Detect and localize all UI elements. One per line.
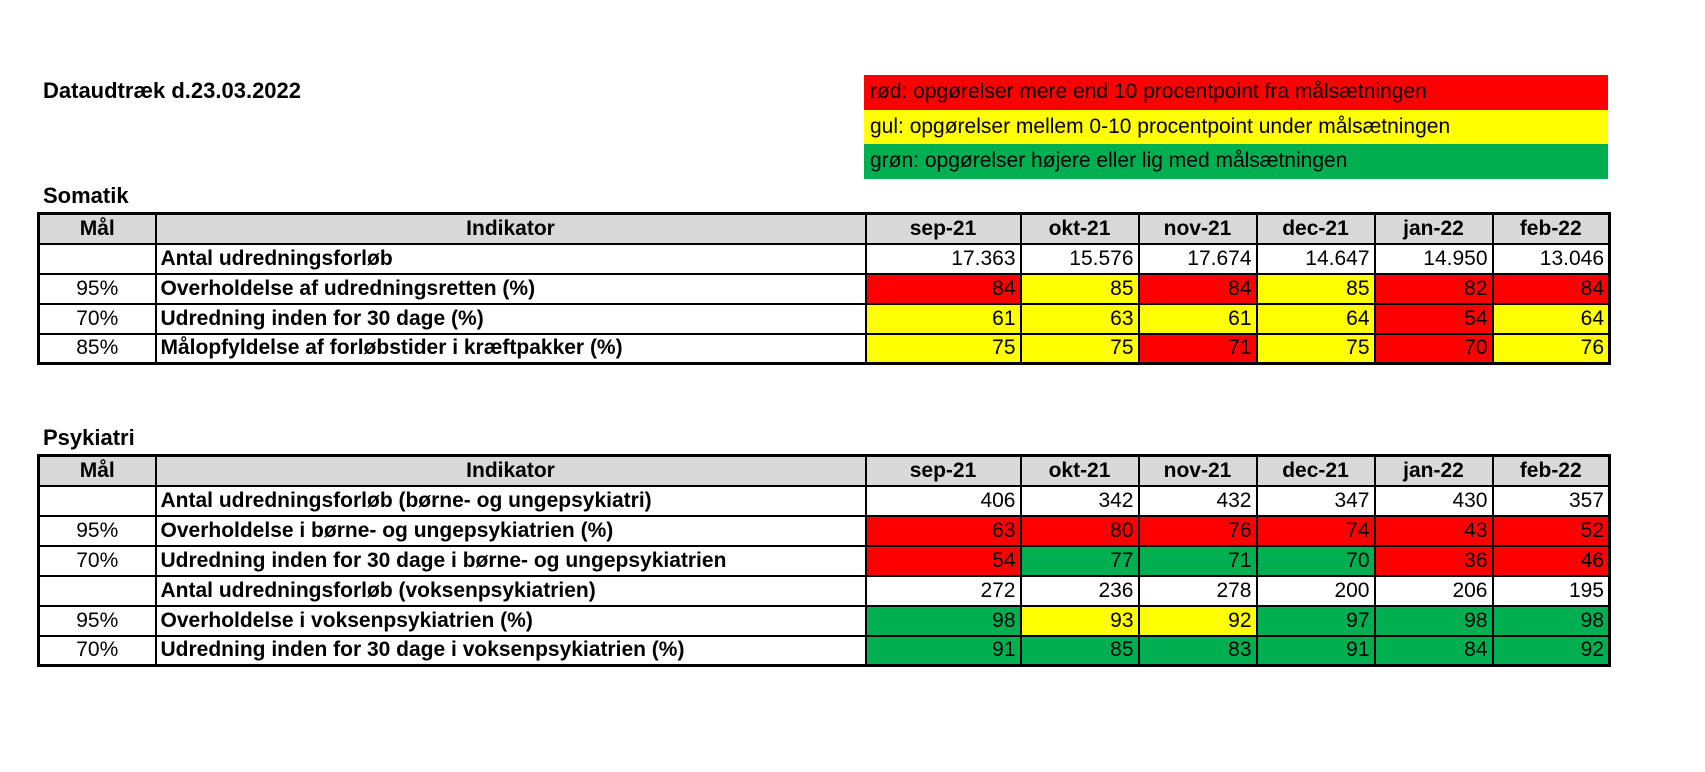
value-cell: 15.576 bbox=[1021, 244, 1139, 274]
value-cell: 80 bbox=[1021, 516, 1139, 546]
table-row bbox=[39, 576, 1610, 606]
header-month: feb-22 bbox=[1493, 214, 1610, 244]
indicator-cell: Overholdelse i voksenpsykiatrien (%) bbox=[156, 606, 866, 636]
value-cell: 85 bbox=[1257, 274, 1375, 304]
value-cell: 75 bbox=[866, 334, 1021, 364]
header-indicator: Indikator bbox=[156, 456, 866, 486]
value-cell: 98 bbox=[1493, 606, 1610, 636]
value-cell: 70 bbox=[1375, 334, 1493, 364]
value-cell: 76 bbox=[1139, 516, 1257, 546]
header-month: okt-21 bbox=[1021, 214, 1139, 244]
header-month: nov-21 bbox=[1139, 456, 1257, 486]
header-goal: Mål bbox=[39, 456, 156, 486]
goal-cell: 70% bbox=[39, 304, 156, 334]
header-row bbox=[39, 456, 1610, 486]
header-month: sep-21 bbox=[866, 214, 1021, 244]
value-cell: 84 bbox=[866, 274, 1021, 304]
value-cell: 82 bbox=[1375, 274, 1493, 304]
value-cell: 91 bbox=[866, 636, 1021, 666]
value-cell: 75 bbox=[1021, 334, 1139, 364]
value-cell: 54 bbox=[1375, 304, 1493, 334]
value-cell: 14.950 bbox=[1375, 244, 1493, 274]
header-month: jan-22 bbox=[1375, 214, 1493, 244]
value-cell: 13.046 bbox=[1493, 244, 1610, 274]
value-cell: 272 bbox=[866, 576, 1021, 606]
table-row bbox=[39, 244, 1610, 274]
value-cell: 97 bbox=[1257, 606, 1375, 636]
value-cell: 347 bbox=[1257, 486, 1375, 516]
header-month: dec-21 bbox=[1257, 456, 1375, 486]
value-cell: 357 bbox=[1493, 486, 1610, 516]
value-cell: 70 bbox=[1257, 546, 1375, 576]
goal-cell: 70% bbox=[39, 546, 156, 576]
value-cell: 92 bbox=[1493, 636, 1610, 666]
value-cell: 236 bbox=[1021, 576, 1139, 606]
value-cell: 46 bbox=[1493, 546, 1610, 576]
value-cell: 76 bbox=[1493, 334, 1610, 364]
header-row bbox=[39, 214, 1610, 244]
goal-cell: 70% bbox=[39, 636, 156, 666]
goal-cell bbox=[39, 486, 156, 516]
value-cell: 74 bbox=[1257, 516, 1375, 546]
indicator-cell: Målopfyldelse af forløbstider i kræftpakker (%) bbox=[156, 334, 866, 364]
legend-red: rød: opgørelser mere end 10 procentpoint fra målsætningen bbox=[864, 75, 1608, 110]
value-cell: 406 bbox=[866, 486, 1021, 516]
value-cell: 83 bbox=[1139, 636, 1257, 666]
value-cell: 195 bbox=[1493, 576, 1610, 606]
value-cell: 93 bbox=[1021, 606, 1139, 636]
goal-cell bbox=[39, 576, 156, 606]
table-row bbox=[39, 274, 1610, 304]
value-cell: 36 bbox=[1375, 546, 1493, 576]
section-title-somatik: Somatik bbox=[43, 183, 129, 208]
value-cell: 432 bbox=[1139, 486, 1257, 516]
indicator-cell: Udredning inden for 30 dage (%) bbox=[156, 304, 866, 334]
value-cell: 92 bbox=[1139, 606, 1257, 636]
header-month: okt-21 bbox=[1021, 456, 1139, 486]
value-cell: 430 bbox=[1375, 486, 1493, 516]
table-row bbox=[39, 334, 1610, 364]
table-row bbox=[39, 516, 1610, 546]
value-cell: 342 bbox=[1021, 486, 1139, 516]
value-cell: 91 bbox=[1257, 636, 1375, 666]
header-indicator: Indikator bbox=[156, 214, 866, 244]
value-cell: 85 bbox=[1021, 636, 1139, 666]
value-cell: 63 bbox=[866, 516, 1021, 546]
goal-cell: 85% bbox=[39, 334, 156, 364]
indicator-cell: Udredning inden for 30 dage i børne- og ungepsykiatrien bbox=[156, 546, 866, 576]
goal-cell bbox=[39, 244, 156, 274]
header-month: dec-21 bbox=[1257, 214, 1375, 244]
value-cell: 98 bbox=[866, 606, 1021, 636]
value-cell: 14.647 bbox=[1257, 244, 1375, 274]
value-cell: 64 bbox=[1257, 304, 1375, 334]
value-cell: 71 bbox=[1139, 334, 1257, 364]
table-row bbox=[39, 606, 1610, 636]
value-cell: 84 bbox=[1375, 636, 1493, 666]
value-cell: 17.674 bbox=[1139, 244, 1257, 274]
page-title: Dataudtræk d.23.03.2022 bbox=[43, 78, 302, 103]
indicator-cell: Antal udredningsforløb (voksenpsykiatrien) bbox=[156, 576, 866, 606]
legend-green: grøn: opgørelser højere eller lig med målsætningen bbox=[864, 144, 1608, 179]
value-cell: 200 bbox=[1257, 576, 1375, 606]
value-cell: 278 bbox=[1139, 576, 1257, 606]
header-month: nov-21 bbox=[1139, 214, 1257, 244]
indicator-cell: Antal udredningsforløb (børne- og ungepsykiatri) bbox=[156, 486, 866, 516]
value-cell: 54 bbox=[866, 546, 1021, 576]
indicator-cell: Overholdelse i børne- og ungepsykiatrien (%) bbox=[156, 516, 866, 546]
color-legend bbox=[864, 75, 1608, 179]
legend-yellow: gul: opgørelser mellem 0-10 procentpoint under målsætningen bbox=[864, 110, 1608, 145]
somatik-table bbox=[37, 212, 1611, 365]
goal-cell: 95% bbox=[39, 274, 156, 304]
value-cell: 77 bbox=[1021, 546, 1139, 576]
table-row bbox=[39, 636, 1610, 666]
psykiatri-table bbox=[37, 454, 1611, 667]
section-title-psykiatri: Psykiatri bbox=[43, 425, 135, 450]
value-cell: 98 bbox=[1375, 606, 1493, 636]
value-cell: 64 bbox=[1493, 304, 1610, 334]
indicator-cell: Antal udredningsforløb bbox=[156, 244, 866, 274]
value-cell: 84 bbox=[1139, 274, 1257, 304]
table-row bbox=[39, 486, 1610, 516]
goal-cell: 95% bbox=[39, 606, 156, 636]
value-cell: 61 bbox=[1139, 304, 1257, 334]
value-cell: 85 bbox=[1021, 274, 1139, 304]
header-goal: Mål bbox=[39, 214, 156, 244]
value-cell: 84 bbox=[1493, 274, 1610, 304]
value-cell: 17.363 bbox=[866, 244, 1021, 274]
value-cell: 75 bbox=[1257, 334, 1375, 364]
header-month: jan-22 bbox=[1375, 456, 1493, 486]
value-cell: 61 bbox=[866, 304, 1021, 334]
header-month: feb-22 bbox=[1493, 456, 1610, 486]
value-cell: 206 bbox=[1375, 576, 1493, 606]
table-row bbox=[39, 304, 1610, 334]
value-cell: 52 bbox=[1493, 516, 1610, 546]
header-month: sep-21 bbox=[866, 456, 1021, 486]
indicator-cell: Overholdelse af udredningsretten (%) bbox=[156, 274, 866, 304]
value-cell: 63 bbox=[1021, 304, 1139, 334]
value-cell: 43 bbox=[1375, 516, 1493, 546]
indicator-cell: Udredning inden for 30 dage i voksenpsykiatrien (%) bbox=[156, 636, 866, 666]
table-row bbox=[39, 546, 1610, 576]
value-cell: 71 bbox=[1139, 546, 1257, 576]
goal-cell: 95% bbox=[39, 516, 156, 546]
